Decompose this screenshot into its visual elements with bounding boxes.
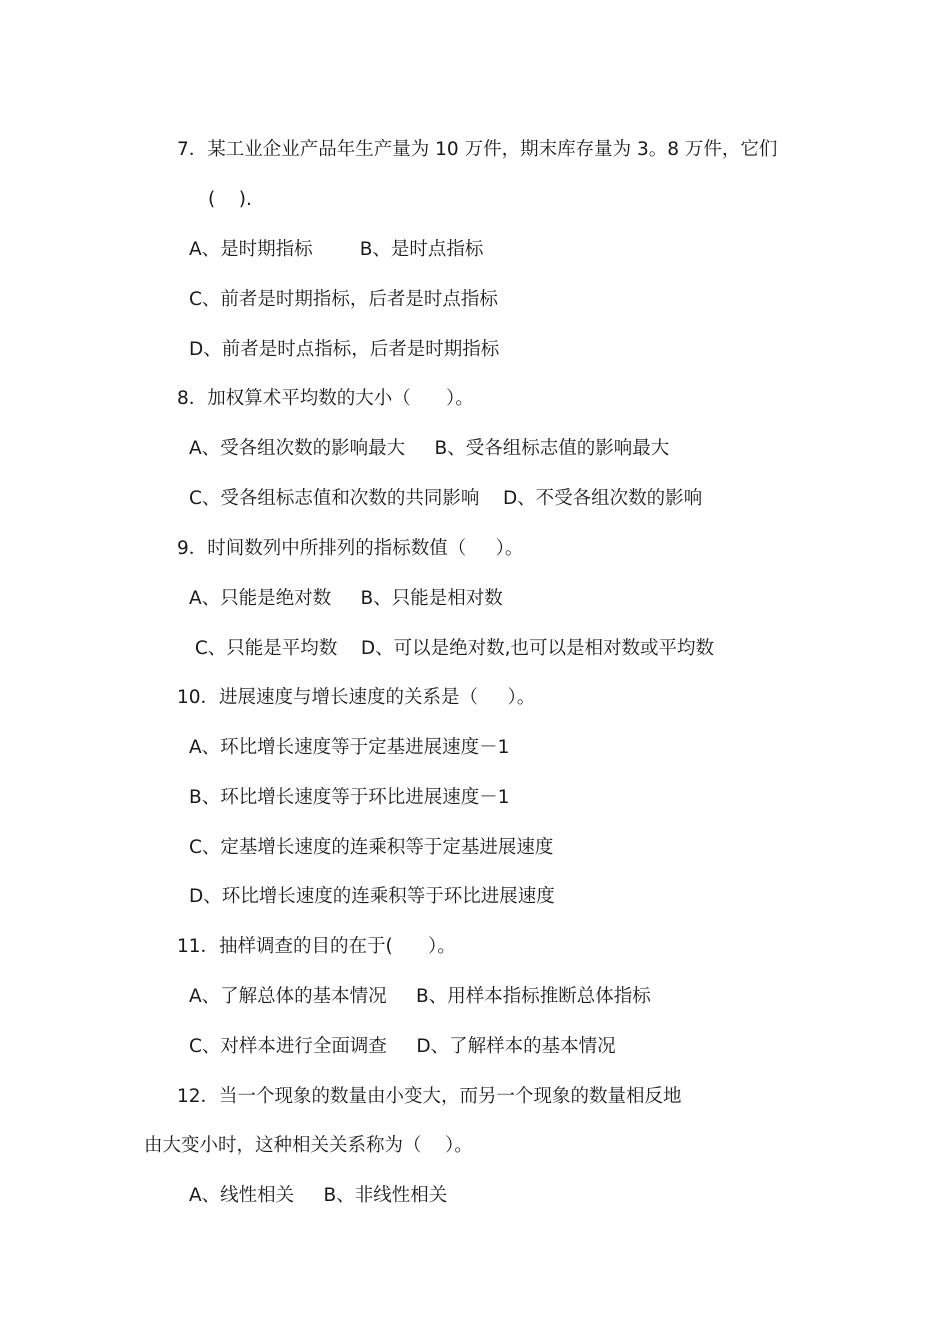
question-7-option-line-1: A、是时期指标 B、是时点指标: [189, 239, 484, 260]
question-9-option-line-1: A、只能是绝对数 B、只能是相对数: [189, 588, 503, 609]
question-9-stem: 9．时间数列中所排列的指标数值（ ）。: [177, 538, 524, 559]
question-10-stem: 10．进展速度与增长速度的关系是（ ）。: [177, 687, 536, 708]
question-7-option-line-2: C、前者是时期指标，后者是时点指标: [189, 289, 498, 310]
question-7-stem-line-2: ( ).: [208, 189, 252, 210]
question-8-stem: 8．加权算术平均数的大小（ ）。: [177, 388, 474, 409]
question-10-option-line-4: D、环比增长速度的连乘积等于环比进展速度: [189, 886, 555, 907]
question-10-option-line-1: A、环比增长速度等于定基进展速度－1: [189, 737, 510, 758]
question-8-option-line-2: C、受各组标志值和次数的共同影响 D、不受各组次数的影响: [189, 488, 703, 509]
question-12-option-line-1: A、线性相关 B、非线性相关: [189, 1185, 448, 1206]
question-11-option-line-1: A、了解总体的基本情况 B、用样本指标推断总体指标: [189, 986, 651, 1007]
question-10-option-line-3: C、定基增长速度的连乘积等于定基进展速度: [189, 837, 554, 858]
question-7-option-line-3: D、前者是时点指标，后者是时期指标: [189, 339, 500, 360]
question-10-option-line-2: B、环比增长速度等于环比进展速度－1: [189, 787, 510, 808]
question-9-option-line-2: C、只能是平均数 D、可以是绝对数,也可以是相对数或平均数: [189, 638, 714, 659]
question-12-stem-line-2: 由大变小时，这种相关关系称为（ ）。: [144, 1135, 473, 1156]
question-12-stem-line-1: 12．当一个现象的数量由小变大，而另一个现象的数量相反地: [177, 1086, 682, 1107]
question-7-stem-line-1: 7．某工业企业产品年生产量为 10 万件，期末库存量为 3。8 万件，它们: [177, 139, 778, 160]
question-11-stem: 11．抽样调查的目的在于( ）。: [177, 936, 456, 957]
question-8-option-line-1: A、受各组次数的影响最大 B、受各组标志值的影响最大: [189, 438, 670, 459]
question-11-option-line-2: C、对样本进行全面调查 D、了解样本的基本情况: [189, 1036, 616, 1057]
